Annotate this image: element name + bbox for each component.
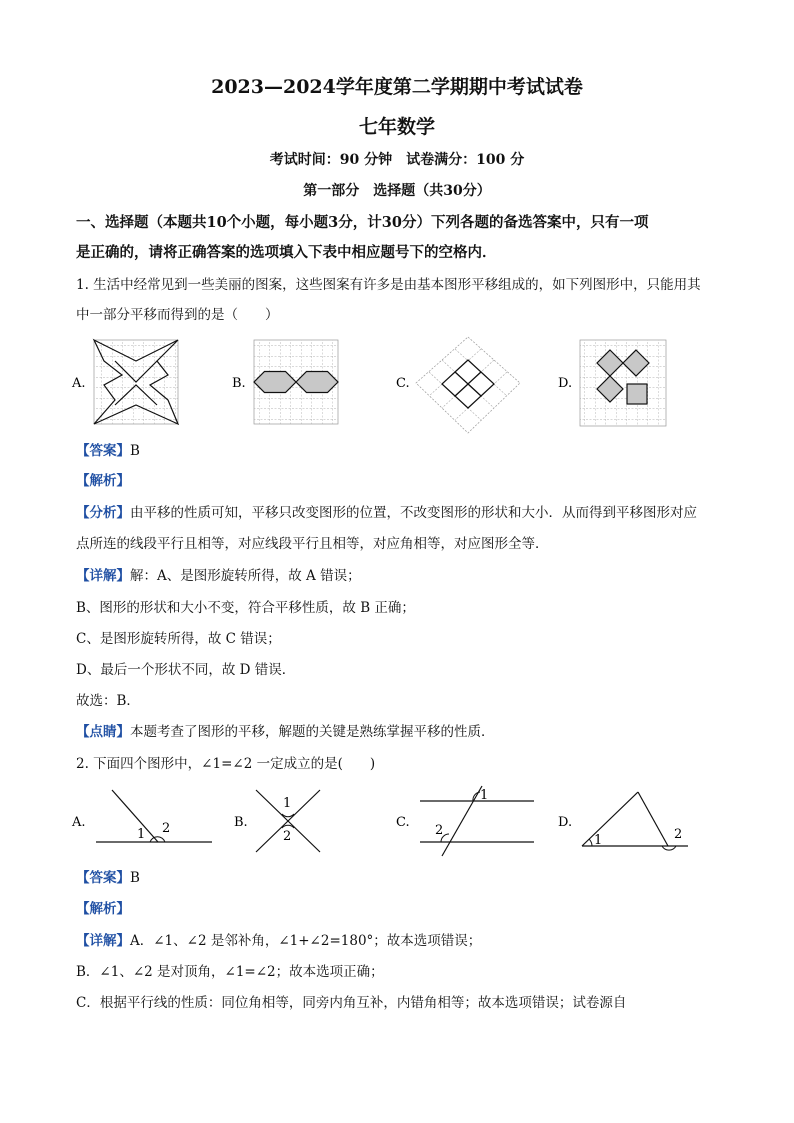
exam-title: 2023—2024学年度第二学期期中考试试卷 [211,76,583,98]
q1-detail-line-2: B、图形的形状和大小不变，符合平移性质，故 B 正确； [76,600,415,616]
detail-text-1: A．∠1、∠2 是邻补角，∠1+∠2=180°；故本选项错误； [130,933,482,949]
q2-analysis-heading [76,894,736,924]
q2-option-a-label: A. [72,815,86,830]
q2-option-d-label: D. [558,815,573,830]
detail-text-1: 解：A、是图形旋转所得，故 A 错误； [130,568,361,584]
svg-text:1: 1 [283,796,292,811]
q2-option-c-label: C. [396,815,410,830]
detail-tag: 【详解】 [76,933,130,949]
answer-tag: 【答案】 [76,870,130,886]
q2-stem: 2. 下面四个图形中，∠1=∠2 一定成立的是( ) [76,756,376,772]
q1-stem-line-2: 中一部分平移而得到的是（ ） [76,307,279,323]
fenxi-text-1: 由平移的性质可知，平移只改变图形的位置，不改变图形的形状和大小．从而得到平移图形对应 [130,505,697,521]
q1-option-d-label: D. [558,376,573,391]
q2-figure-a [96,790,212,842]
q2-detail-line-3: C．根据平行线的性质：同位角相等，同旁内角互补，内错角相等；故本选项错误；试卷源自 [76,995,627,1011]
q1-detail-line-3: C、是图形旋转所得，故 C 错误； [76,631,281,647]
q1-stem-line-1: 1. 生活中经常见到一些美丽的图案，这些图案有许多是由基本图形平移组成的，如下列图形中，只能用其 [76,277,701,293]
q2-figure-b [256,790,320,852]
q1-fenxi-line-2: 点所连的线段平行且相等，对应线段平行且相等，对应角相等，对应图形全等． [76,536,549,552]
q1-detail-line-1 [76,561,736,591]
q1-figure-b [254,340,338,424]
svg-text:2: 2 [435,823,444,838]
q1-analysis-heading [76,466,736,496]
q2-detail-line-1 [76,926,736,956]
svg-text:1: 1 [594,833,603,848]
svg-text:2: 2 [283,829,292,844]
q2-figure-c [420,786,534,856]
q1-option-b-label: B. [232,376,246,391]
q2-answer [76,863,736,893]
q1-answer [76,436,736,466]
q1-fenxi-line-1 [76,498,736,528]
q1-detail-line-4: D、最后一个形状不同，故 D 错误． [76,662,296,678]
answer-value: B [130,443,140,459]
comment-text: 本题考查了图形的平移，解题的关键是熟练掌握平移的性质． [130,724,495,740]
q1-figure-d [580,340,666,426]
q1-option-a-label: A. [72,376,86,391]
answer-tag: 【答案】 [76,443,130,459]
q2-option-b-label: B. [234,815,248,830]
svg-text:2: 2 [162,821,171,836]
q1-figure-c [416,337,520,433]
exam-info: 考试时间：90 分钟 试卷满分：100 分 [269,152,525,168]
instructions-line-1: 一、选择题（本题共10个小题，每小题3分，计30分）下列各题的备选答案中，只有一项 [76,214,649,231]
fenxi-tag: 【分析】 [76,505,130,521]
section-heading: 第一部分 选择题（共30分） [303,183,491,199]
analysis-tag: 【解析】 [76,473,130,489]
comment-tag: 【点睛】 [76,724,130,740]
q1-figures [70,335,710,440]
svg-text:2: 2 [674,827,683,842]
analysis-tag: 【解析】 [76,901,130,917]
q2-detail-line-2: B．∠1、∠2 是对顶角，∠1=∠2；故本选项正确； [76,964,384,980]
subject-title: 七年数学 [358,116,435,138]
answer-value: B [130,870,140,886]
svg-text:1: 1 [480,788,489,803]
instructions-line-2: 是正确的，请将正确答案的选项填入下表中相应题号下的空格内． [76,244,497,261]
q1-choose: 故选：B． [76,693,140,709]
detail-tag: 【详解】 [76,568,130,584]
q2-figure-d [582,792,688,850]
q1-comment [76,717,736,747]
svg-text:1: 1 [137,827,146,842]
q1-figure-a [94,340,178,424]
q2-figures [70,782,730,857]
q1-option-c-label: C. [396,376,410,391]
